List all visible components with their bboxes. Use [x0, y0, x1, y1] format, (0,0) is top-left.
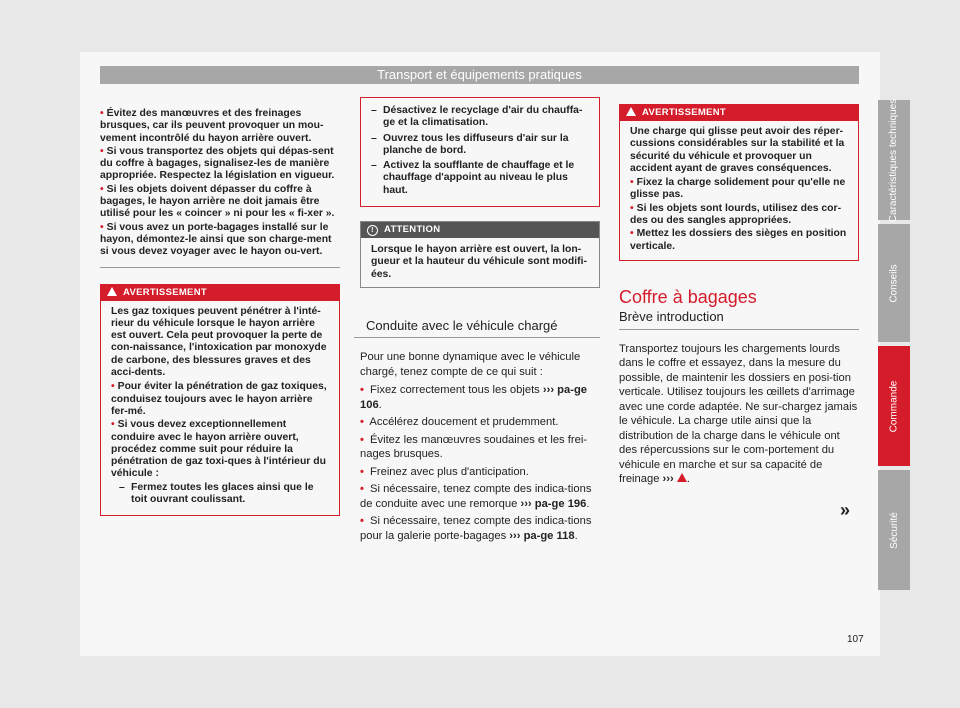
column-2 [360, 97, 600, 543]
warning-icon [107, 287, 117, 296]
paragraph: Transportez toujours les chargements lourds dans le coffre et essayez, dans la mesure du possible, de maintenir les dossiers en posi-tion verticale. Utilisez toujours les œillets d'arrimage avec une corde adaptée. Ne sur-chargez jamais le véhicule. La charge utile ainsi que la distribution de la charge dans le véhicule ont des répercussions sur le com-portement du véhicule en marche et sur sa capacité de freinage ››› . [619, 342, 858, 486]
section-title: Conduite avec le véhicule chargé [366, 317, 558, 333]
list-item: • Pour éviter la pénétration de gaz toxiques, conduisez toujours avec le hayon arrière fer-mé. [111, 381, 327, 417]
section-subtitle: Brève introduction [619, 309, 724, 325]
paragraph: Pour une bonne dynamique avec le véhicule chargé, tenez compte de ce qui suit : [360, 351, 581, 378]
list-item: • Fixez correctement tous les objets ››› pa-ge 106. [360, 384, 588, 411]
page-reference-link[interactable]: ››› pa-ge 106 [360, 384, 588, 411]
list-item: • Si vous transportez des objets qui dépas-sent du coffre à bagages, signalisez-les de manière appropriée. Respectez la législation en vigueur. [100, 145, 335, 182]
divider [619, 329, 859, 330]
page-number: 107 [847, 634, 864, 645]
warning-intro: Les gaz toxiques peuvent pénétrer à l'inté-rieur du véhicule lorsque le hayon arrière est ouvert. Cela peut provoquer la perte de con-naissance, l'intoxication par monoxyde de carbone, des blessures graves et des acci-dents. [111, 305, 327, 379]
attention-box [360, 221, 600, 288]
chapter-title: Coffre à bagages [619, 286, 757, 307]
warning-header: AVERTISSEMENT [101, 285, 339, 301]
warning-intro: Une charge qui glisse peut avoir des réper-cussions considérables sur la stabilité et la sécurité du véhicule et provoquer un accident ayant de graves conséquences. [630, 126, 845, 174]
tab-caracteristiques-techniques[interactable]: Caractéristiques techniques [878, 100, 910, 220]
list-item: • Accélérez doucement et prudemment. [360, 416, 559, 429]
warning-icon [626, 107, 636, 116]
list-item: • Évitez les manœuvres soudaines et les frei-nages brusques. [360, 433, 588, 461]
list-item: • Mettez les dossiers des sièges en position verticale. [630, 228, 847, 252]
divider [354, 337, 600, 338]
list-item: • Si les objets sont lourds, utilisez des cor-des ou des sangles appropriées. [630, 202, 842, 227]
list-item: • Freinez avec plus d'anticipation. [360, 465, 529, 478]
page-reference-link[interactable]: ››› pa-ge 118 [509, 529, 575, 542]
list-item: – Désactivez le recyclage d'air du chauffa-ge et la climatisation. [371, 105, 583, 129]
warning-box [100, 284, 340, 517]
column-3 [619, 104, 859, 487]
list-item: • Si vous avez un porte-bagages installé sur le hayon, démontez-le ainsi que son charge-ment si vous devez voyager avec le hayon ou-vert. [100, 221, 332, 258]
list-item: – Fermez toutes les glaces ainsi que le toit ouvrant coulissant. [119, 481, 314, 506]
continue-arrow: » [840, 500, 851, 520]
list-item: • Fixez la charge solidement pour qu'elle ne glisse pas. [630, 177, 846, 201]
list-item: • Si vous devez exceptionnellement conduire avec le hayon arrière ouvert, procédez comme suit pour réduire la pénétration de gaz toxi-ques à l'intérieur du véhicule : [111, 419, 326, 480]
page-header: Transport et équipements pratiques [100, 66, 859, 84]
page-reference-link[interactable]: ››› pa-ge 196 [520, 497, 587, 510]
warning-header: AVERTISSEMENT [620, 105, 858, 121]
list-item: – Ouvrez tous les diffuseurs d'air sur la planche de bord. [371, 132, 569, 156]
list-item: • Si nécessaire, tenez compte des indica-tions de conduite avec une remorque ››› pa-ge 196. [360, 483, 592, 510]
tab-securite[interactable]: Sécurité [878, 470, 910, 590]
warning-box [619, 104, 859, 261]
tab-commande[interactable]: Commande [878, 346, 910, 466]
attention-header: ! ATTENTION [361, 222, 599, 238]
attention-text: Lorsque le hayon arrière est ouvert, la lon-gueur et la hauteur du véhicule sont modifi-ées. [371, 244, 587, 280]
column-1 [100, 108, 340, 516]
info-icon: ! [367, 225, 378, 236]
list-item: • Si les objets doivent dépasser du coffre à bagages, le hayon arrière ne doit jamais être utilisé pour les « coincer » ni pour les « fi-xer ». [100, 183, 335, 220]
list-item: – Activez la soufflante de chauffage et le chauffage d'appoint au niveau le plus haut. [371, 160, 575, 196]
divider [100, 267, 340, 268]
reference-link[interactable]: ››› [662, 473, 674, 486]
warning-icon [677, 473, 687, 482]
tab-conseils[interactable]: Conseils [878, 224, 910, 342]
warning-box-continued [360, 97, 600, 207]
list-item: • Évitez des manœuvres et des freinages brusques, car ils peuvent provoquer un mou-vement incontrôlé du hayon arrière ouvert. [100, 108, 324, 144]
list-item: • Si nécessaire, tenez compte des indica-tions pour la galerie porte-bagages ››› pa-ge 118. [360, 515, 592, 542]
